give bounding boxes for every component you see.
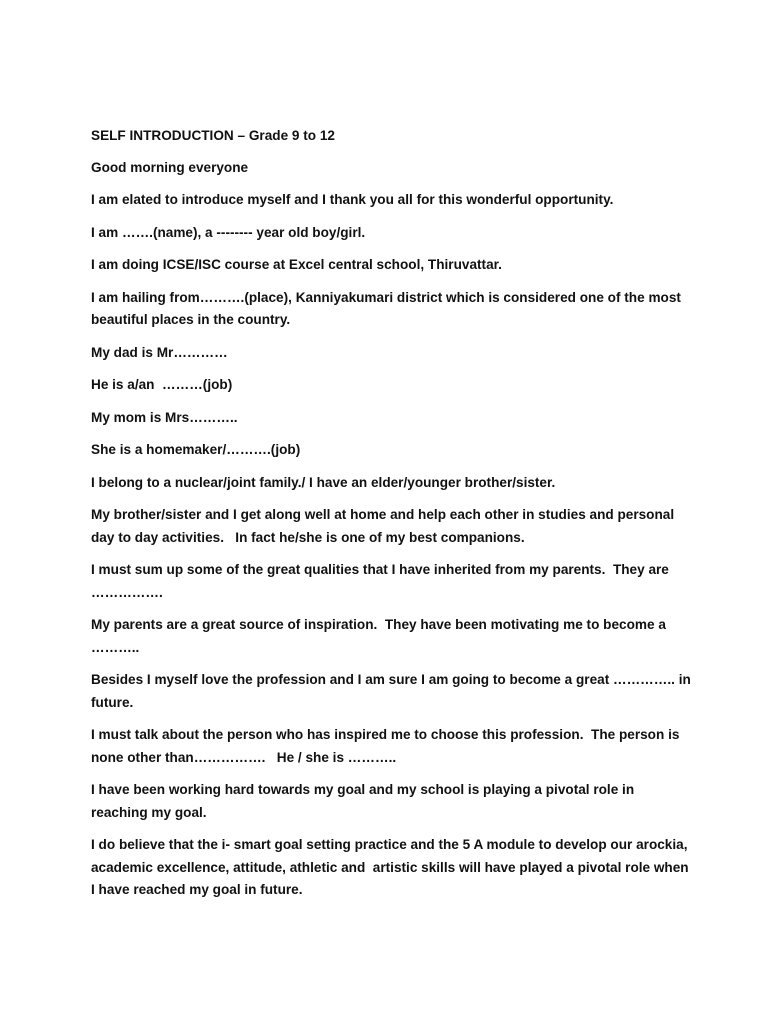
paragraph-sibling: My brother/sister and I get along well at home and help each other in studies and personal day to day activities. In fact he/she is one of my best companions. (91, 507, 678, 545)
paragraph-role-model: I must talk about the person who has inspired me to choose this profession. The person is none other than……………. He / she is ……….. (91, 727, 684, 765)
paragraph-dad-name: My dad is Mr………… (91, 344, 228, 360)
paragraph-gratitude: I am elated to introduce myself and I thank you all for this wonderful opportunity. (91, 192, 614, 207)
document-page (91, 125, 696, 912)
paragraph-inspiration: My parents are a great source of inspiration. They have been motivating me to become a ……….. (91, 617, 670, 655)
paragraph-conclusion: I do believe that the i- smart goal setting practice and the 5 A module to develop our arockia, academic excellence, attitude, athletic and artistic skills will have played a pivotal role when I have reached my goal in future. (91, 837, 696, 897)
paragraph-mom-job: She is a homemaker/……….(job) (91, 442, 301, 457)
paragraph-goal: I have been working hard towards my goal and my school is playing a pivotal role in reaching my goal. (91, 782, 638, 820)
paragraph-mom-name: My mom is Mrs……….. (91, 409, 238, 425)
paragraph-hometown: I am hailing from……….(place), Kanniyakumari district which is considered one of the most beautiful places in the country. (91, 289, 685, 327)
paragraph-profession: Besides I myself love the profession and I am sure I am going to become a great ………….. in future. (91, 672, 695, 710)
document-title: SELF INTRODUCTION – Grade 9 to 12 (91, 128, 335, 143)
paragraph-qualities: I must sum up some of the great qualities that I have inherited from my parents. They are ……………. (91, 562, 673, 600)
paragraph-greeting: Good morning everyone (91, 159, 249, 175)
paragraph-name-age: I am …….(name), a -------- year old boy/girl. (91, 224, 366, 240)
paragraph-family: I belong to a nuclear/joint family./ I have an elder/younger brother/sister. (91, 474, 556, 490)
paragraph-course: I am doing ICSE/ISC course at Excel central school, Thiruvattar. (91, 257, 502, 272)
paragraph-dad-job: He is a/an ………(job) (91, 377, 233, 392)
